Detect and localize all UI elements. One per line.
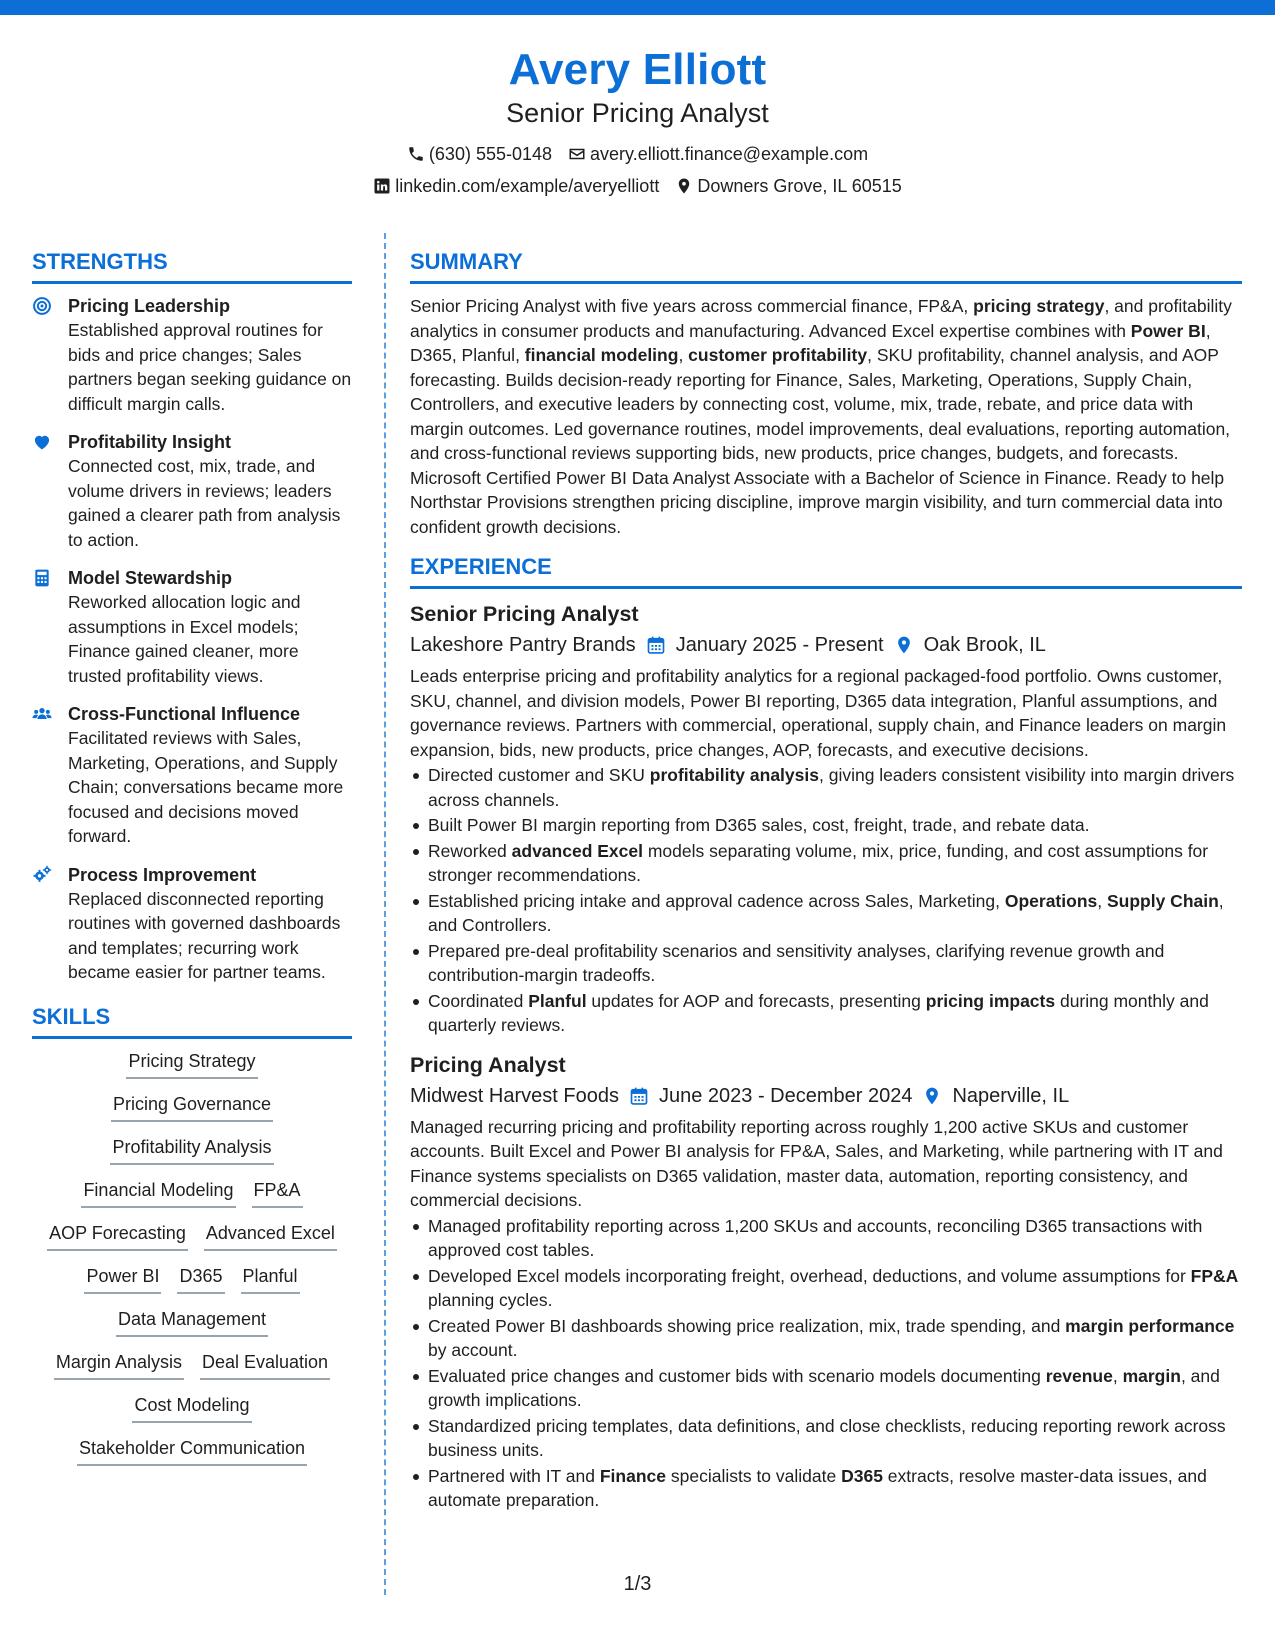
text-run: , and Controllers. (428, 890, 1224, 935)
job-description: Leads enterprise pricing and profitability analytics for a regional packaged-food portfolio. Owns customer, SKU, channel, and division models, Power BI reporting, D365 data integration, Planful assumptions, and governance reviews. Partners with commercial, operational, supply chain, and Finance leaders on margin expansion, bids, new products, price changes, AOP, forecasts, and executive decisions. (410, 666, 1227, 760)
text-run: extracts, resolve master-data issues, and automate preparation. (428, 1465, 1207, 1510)
skill-tag: D365 (177, 1264, 224, 1294)
gears-icon (32, 863, 54, 985)
bold-text: financial modeling (524, 345, 679, 365)
skills-heading: SKILLS (32, 1003, 352, 1039)
summary-text (410, 294, 1242, 539)
job-dates: June 2023 - December 2024 (658, 1084, 913, 1107)
strength-title: Profitability Insight (68, 432, 232, 452)
users-icon (32, 702, 54, 849)
bold-text: revenue (1045, 1365, 1113, 1386)
strength-item (32, 294, 352, 416)
skill-row (32, 1307, 352, 1337)
job-meta (410, 1081, 1242, 1111)
job-entry (410, 1050, 1242, 1513)
strength-body (68, 294, 352, 416)
strength-body (68, 430, 352, 552)
bold-text: advanced Excel (511, 840, 643, 861)
text-run: Reworked (428, 840, 512, 861)
right-column (410, 248, 1242, 1525)
text-run: models separating volume, mix, price, funding, and cost assumptions for stronger recommendations. (428, 840, 1209, 885)
bold-text: margin performance (1065, 1315, 1235, 1336)
bullet-item (410, 1364, 1242, 1413)
skill-tag: Advanced Excel (204, 1221, 337, 1251)
text-run: , giving leaders consistent visibility into margin drivers across channels. (428, 765, 1235, 810)
strength-item (32, 430, 352, 552)
skill-tag: Stakeholder Communication (77, 1436, 307, 1466)
text-run: specialists to validate (666, 1465, 842, 1486)
text-run: , D365, Planful, (410, 320, 1211, 365)
skill-tag: Margin Analysis (54, 1350, 184, 1380)
phone-icon (407, 145, 425, 163)
job-bullets (410, 1214, 1242, 1513)
bold-text: profitability analysis (649, 765, 819, 785)
skill-tag: AOP Forecasting (47, 1221, 188, 1251)
contact-row-2 (0, 174, 1275, 198)
calculator-icon (32, 566, 54, 688)
candidate-name: Avery Elliott (508, 45, 767, 94)
bold-text: customer profitability (688, 345, 868, 365)
job-description: Managed recurring pricing and profitability reporting across roughly 1,200 active SKUs and customer accounts. Built Excel and Power BI analysis for FP&A, Sales, and Marketing, while partnering with IT and Finance systems specialists on D365 validation, master data, automation, reporting consistency, and commercial decisions. (410, 1116, 1223, 1210)
skill-tag: Planful (241, 1264, 300, 1294)
target-icon (32, 294, 54, 416)
left-column (32, 248, 352, 1479)
text-run: Senior Pricing Analyst with five years across commercial finance, FP&A, (410, 296, 974, 316)
company-name: Midwest Harvest Foods (410, 1084, 619, 1107)
map-pin-icon (675, 177, 693, 195)
strength-title: Model Stewardship (68, 568, 233, 588)
text-run: Prepared pre-deal profitability scenarios and sensitivity analyses, clarifying revenue growth and contribution-margin tradeoffs. (428, 940, 1165, 985)
location-item (675, 174, 901, 198)
skill-row (32, 1135, 352, 1165)
map-pin-icon (894, 635, 914, 655)
skills-list (32, 1049, 352, 1466)
strengths-heading: STRENGTHS (32, 248, 352, 284)
skill-tag: Financial Modeling (81, 1178, 235, 1208)
text-run: , (1097, 890, 1107, 911)
bold-text: Operations (1004, 890, 1098, 911)
text-run: Standardized pricing templates, data definitions, and close checklists, reducing reporting rework across business units. (428, 1415, 1226, 1460)
text-run: Evaluated price changes and customer bids with scenario models documenting (428, 1365, 1046, 1386)
text-run: , and profitability analytics in consumer products and manufacturing. Advanced Excel expertise combines with (410, 296, 1232, 341)
strength-description: Facilitated reviews with Sales, Marketing, Operations, and Supply Chain; conversations became more focused and decisions moved forward. (68, 728, 344, 846)
job-location: Oak Brook, IL (923, 634, 1046, 656)
linkedin-icon (373, 177, 391, 195)
text-run: , (678, 345, 689, 365)
strength-description: Established approval routines for bids and price changes; Sales partners began seeking guidance on difficult margin calls. (68, 320, 352, 414)
strength-title: Process Improvement (68, 864, 257, 885)
summary-heading: SUMMARY (410, 248, 1242, 284)
heart-icon (32, 430, 54, 552)
skill-row (32, 1049, 352, 1079)
skills-section (32, 1003, 352, 1466)
resume-header (0, 44, 1275, 198)
strength-description: Connected cost, mix, trade, and volume drivers in reviews; leaders gained a clearer path from analysis to action. (68, 456, 341, 550)
skill-tag: FP&A (252, 1178, 303, 1208)
strength-title: Cross-Functional Influence (68, 704, 301, 724)
strength-body (68, 702, 352, 849)
skill-tag: Pricing Strategy (126, 1049, 257, 1079)
linkedin-item (373, 174, 659, 198)
text-run: Built Power BI margin reporting from D365 sales, cost, freight, trade, and rebate data. (428, 815, 1090, 835)
linkedin-url[interactable]: linkedin.com/example/averyelliott (395, 176, 660, 196)
skill-row (32, 1436, 352, 1466)
text-run: updates for AOP and forecasts, presenting (586, 990, 926, 1011)
text-run: Created Power BI dashboards showing price realization, mix, trade spending, and (428, 1315, 1066, 1336)
company-name: Lakeshore Pantry Brands (410, 634, 636, 656)
calendar-icon (646, 635, 666, 655)
bullet-item (410, 1414, 1242, 1463)
skill-row (32, 1350, 352, 1380)
top-accent-bar (0, 0, 1275, 15)
skill-row (32, 1264, 352, 1294)
bullet-item (410, 763, 1242, 812)
candidate-title: Senior Pricing Analyst (506, 98, 769, 128)
map-pin-icon (922, 1086, 942, 1106)
strength-title: Pricing Leadership (68, 296, 231, 316)
job-title: Pricing Analyst (410, 1052, 566, 1077)
bullet-item (410, 939, 1242, 988)
skill-tag: Pricing Governance (111, 1092, 273, 1122)
skill-row (32, 1092, 352, 1122)
text-run: Developed Excel models incorporating freight, overhead, deductions, and volume assumptions for (428, 1265, 1191, 1286)
job-meta (410, 630, 1242, 660)
bullet-item (410, 1264, 1242, 1313)
bold-text: pricing strategy (973, 296, 1105, 316)
skill-tag: Deal Evaluation (200, 1350, 330, 1380)
bold-text: Finance (599, 1465, 666, 1486)
job-title: Senior Pricing Analyst (410, 602, 639, 626)
envelope-icon (568, 145, 586, 163)
strength-description: Replaced disconnected reporting routines with governed dashboards and templates; recurring work became easier for partner teams. (68, 888, 341, 982)
skill-tag: Power BI (84, 1264, 161, 1294)
text-run: by account. (428, 1340, 518, 1360)
skill-tag: Cost Modeling (132, 1393, 251, 1423)
text-run: , (1112, 1365, 1123, 1386)
skill-row (32, 1221, 352, 1251)
bold-text: D365 (841, 1465, 883, 1486)
text-run: Established pricing intake and approval cadence across Sales, Marketing, (428, 890, 1005, 911)
skill-row (32, 1178, 352, 1208)
column-divider (384, 233, 386, 1595)
text-run: , SKU profitability, channel analysis, and AOP forecasting. Builds decision-ready reporting for Finance, Sales, Marketing, Operations, Supply Chain, Controllers, and executive leaders by connecting cost, volume, mix, trade, rebate, and price data with margin outcomes. Led governance routines, model improvements, deal evaluations, reporting automation, and cross-functional reviews supporting bids, new products, price changes, budgets, and forecasts. Microsoft Certified Power BI Data Analyst Associate with a Bachelor of Science in Finance. Ready to help Northstar Provisions strengthen pricing discipline, improve margin visibility, and turn commercial data into confident growth decisions. (410, 345, 1231, 537)
bold-text: margin (1122, 1365, 1181, 1386)
contact-row-1 (0, 142, 1275, 166)
text-run: planning cycles. (428, 1290, 553, 1310)
job-location: Naperville, IL (952, 1084, 1070, 1107)
strength-body (68, 863, 352, 985)
bullet-item (410, 889, 1242, 938)
phone-number[interactable]: (630) 555-0148 (428, 144, 553, 164)
experience-heading: EXPERIENCE (410, 553, 1242, 589)
text-run: Partnered with IT and (428, 1465, 600, 1486)
bullet-item (410, 1464, 1242, 1513)
bullet-item (410, 813, 1242, 838)
skill-row (32, 1393, 352, 1423)
calendar-icon (629, 1086, 649, 1106)
bold-text: pricing impacts (925, 990, 1056, 1011)
bold-text: Planful (528, 990, 587, 1011)
job-bullets (410, 763, 1242, 1038)
location-text: Downers Grove, IL 60515 (697, 176, 902, 196)
bold-text: Power BI (1130, 320, 1206, 341)
bullet-item (410, 839, 1242, 888)
bold-text: FP&A (1190, 1265, 1239, 1286)
experience-list (410, 599, 1242, 1513)
bullet-item (410, 1314, 1242, 1363)
email-item (568, 142, 868, 166)
strength-item (32, 702, 352, 849)
job-dates: January 2025 - Present (675, 634, 884, 656)
text-run: during monthly and quarterly reviews. (428, 990, 1209, 1035)
skill-tag: Data Management (116, 1307, 268, 1337)
phone-item (407, 142, 552, 166)
page-number: 1/3 (623, 1573, 652, 1595)
strength-item (32, 566, 352, 688)
bold-text: Supply Chain (1106, 890, 1219, 911)
bullet-item (410, 989, 1242, 1038)
text-run: Managed profitability reporting across 1,200 SKUs and accounts, reconciling D365 transactions with approved cost tables. (428, 1215, 1203, 1260)
text-run: Coordinated (428, 990, 529, 1011)
job-entry (410, 599, 1242, 1038)
strength-item (32, 863, 352, 985)
skill-tag: Profitability Analysis (110, 1135, 273, 1165)
strength-description: Reworked allocation logic and assumptions in Excel models; Finance gained cleaner, more trusted profitability views. (68, 592, 301, 686)
text-run: Directed customer and SKU (428, 765, 650, 785)
strength-body (68, 566, 352, 688)
text-run: , and growth implications. (428, 1365, 1220, 1410)
bullet-item (410, 1214, 1242, 1263)
email-address[interactable]: avery.elliott.finance@example.com (590, 144, 869, 164)
strengths-list (32, 294, 352, 985)
